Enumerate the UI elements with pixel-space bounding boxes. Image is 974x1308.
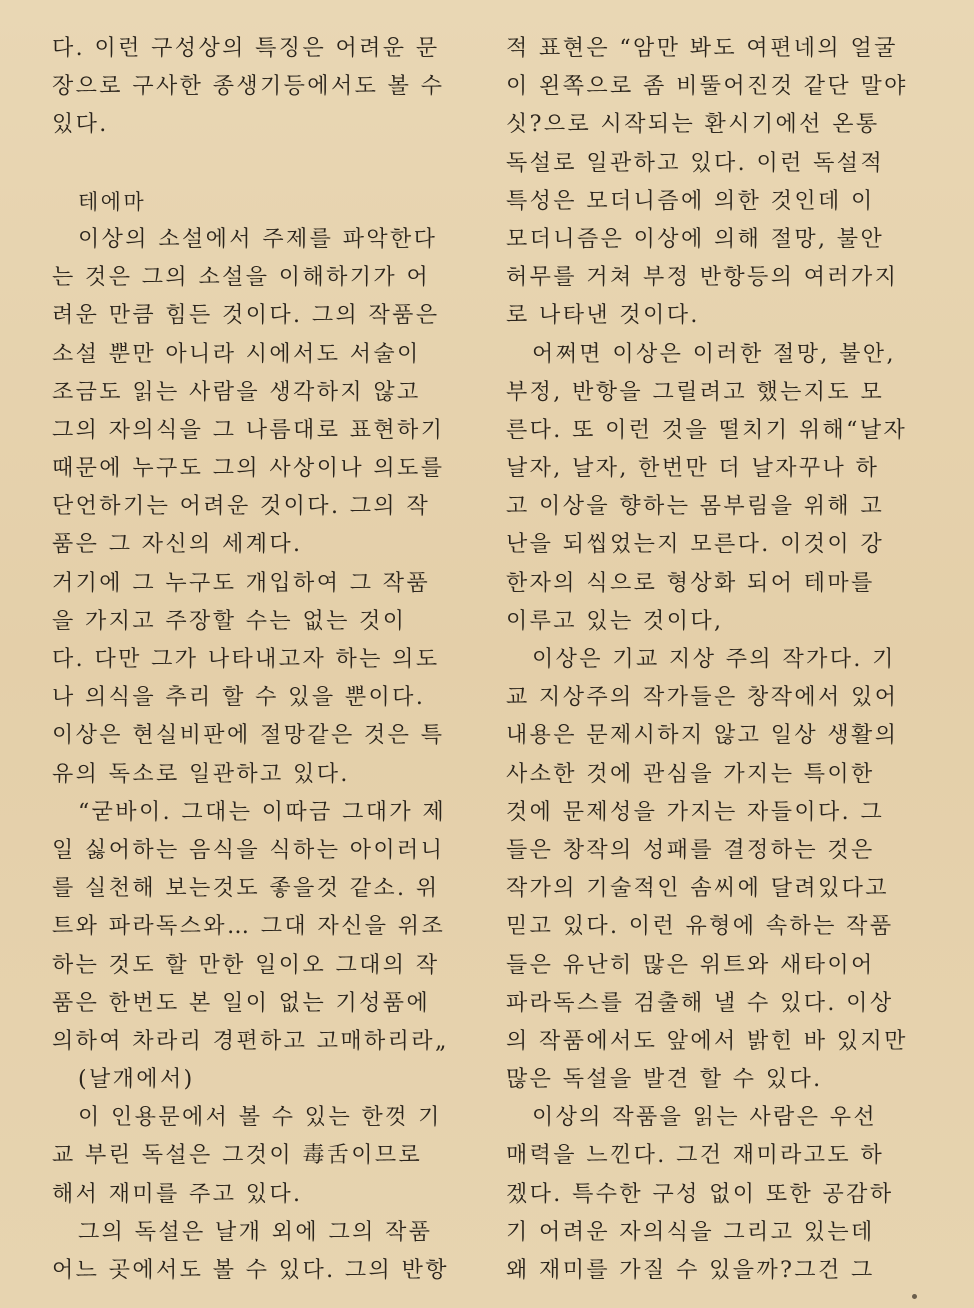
text-line: 난을 되씹었는지 모른다. 이것이 강 — [506, 532, 885, 558]
text-line: 유의 독소로 일관하고 있다. — [52, 761, 350, 787]
text-line: 싯?으로 시작되는 환시기에선 온통 — [506, 112, 880, 138]
text-line: 이 인용문에서 볼 수 있는 한껏 기 — [78, 1105, 442, 1131]
text-line: 거기에 그 누구도 개입하여 그 작품 — [52, 570, 431, 596]
text-line: 들은 유난히 많은 위트와 새타이어 — [506, 952, 875, 978]
quote-line: 트와 파라독스와… 그대 자신을 위조 — [52, 914, 446, 940]
quote-line: 의하여 차라리 경편하고 고매하리라„ — [52, 1028, 449, 1054]
text-line: 있다. — [52, 112, 109, 138]
quote-line: 하는 것도 할 만한 일이오 그대의 작 — [52, 952, 440, 978]
text-line: 이상의 작품을 읽는 사람은 우선 — [532, 1105, 878, 1131]
text-line: 른다. 또 이런 것을 떨치기 위해“날자 — [506, 417, 908, 443]
text-line: 고 이상을 향하는 몸부림을 위해 고 — [506, 494, 885, 520]
quote-line: 품은 한번도 본 일이 없는 기성품에 — [52, 990, 431, 1016]
text-line: 그의 독설은 날개 외에 그의 작품 — [78, 1219, 433, 1245]
text-line: 특성은 모더니즘에 의한 것인데 이 — [506, 188, 875, 214]
quote-line: 일 싫어하는 음식을 식하는 아이러니 — [52, 837, 445, 863]
text-line: 적 표현은 “암만 봐도 여편네의 얼굴 — [506, 36, 898, 61]
text-line: 교 지상주의 작가들은 창작에서 있어 — [506, 685, 899, 711]
text-line: 는 것은 그의 소설을 이해하기가 어 — [52, 265, 431, 291]
quote-line: “굳바이. 그대는 이따금 그대가 제 — [78, 799, 447, 825]
text-line: 소설 뿐만 아니라 시에서도 서술이 — [52, 341, 421, 367]
text-line: 이상의 소설에서 주제를 파악한다 — [78, 226, 438, 252]
text-line: 때문에 누구도 그의 사상이나 의도를 — [52, 456, 445, 482]
text-line: 그의 자의식을 그 나름대로 표현하기 — [52, 417, 445, 443]
text-line: 독설로 일관하고 있다. 이런 독설적 — [506, 150, 885, 176]
text-line: 겠다. 특수한 구성 없이 또한 공감하 — [506, 1181, 894, 1207]
text-line: 이 왼쪽으로 좀 비뚤어진것 같단 말야 — [506, 74, 908, 100]
text-line: 다. 다만 그가 나타내고자 하는 의도 — [52, 647, 440, 672]
text-line: 해서 재미를 주고 있다. — [52, 1181, 303, 1207]
left-column — [52, 30, 464, 1290]
text-line: 어쩌면 이상은 이러한 절망, 불안, — [532, 341, 896, 367]
text-line: 기 어려운 자의식을 그리고 있는데 — [506, 1219, 875, 1245]
text-line: 것에 문제성을 가지는 자들이다. 그 — [506, 799, 885, 825]
text-line: 왜 재미를 가질 수 있을까?그건 그 — [506, 1258, 875, 1283]
section-heading: 테에마 — [78, 189, 147, 214]
text-line: 모더니즘은 이상에 의해 절망, 불안 — [506, 226, 885, 252]
text-line: 믿고 있다. 이런 유형에 속하는 작품 — [506, 914, 894, 940]
text-line: 품은 그 자신의 세계다. — [52, 532, 303, 558]
text-line: 조금도 읽는 사람을 생각하지 않고 — [52, 379, 421, 405]
text-line: 작가의 기술적인 솜씨에 달려있다고 — [506, 876, 889, 902]
text-line: 날자, 날자, 한번만 더 날자꾸나 하 — [506, 456, 880, 482]
text-line: 단언하기는 어려운 것이다. 그의 작 — [52, 494, 431, 520]
text-line: 나 의식을 추리 할 수 있을 뿐이다. — [52, 685, 426, 711]
text-line: 사소한 것에 관심을 가지는 특이한 — [506, 761, 875, 787]
text-line: 들은 창작의 성패를 결정하는 것은 — [506, 837, 875, 863]
text-line: 많은 독설을 발견 할 수 있다. — [506, 1067, 823, 1093]
paragraph-gap — [52, 145, 464, 183]
text-line: 허무를 거쳐 부정 반항등의 여러가지 — [506, 265, 899, 291]
text-line: 교 부린 독설은 그것이 毒舌이므로 — [52, 1143, 423, 1169]
text-line: 의 작품에서도 앞에서 밝힌 바 있지만 — [506, 1028, 908, 1054]
text-line: 어느 곳에서도 볼 수 있다. 그의 반항 — [52, 1258, 449, 1283]
text-line: 을 가지고 주장할 수는 없는 것이 — [52, 608, 407, 634]
quote-line: 를 실천해 보는것도 좋을것 같소. 위 — [52, 876, 440, 902]
ink-dot — [912, 1294, 917, 1299]
quote-source: (날개에서) — [78, 1067, 195, 1093]
text-line: 려운 만큼 힘든 것이다. 그의 작품은 — [52, 303, 440, 329]
right-column — [506, 30, 918, 1290]
text-line: 내용은 문제시하지 않고 일상 생활의 — [506, 723, 899, 749]
text-line: 한자의 식으로 형상화 되어 테마를 — [506, 570, 875, 596]
text-line: 장으로 구사한 종생기등에서도 볼 수 — [52, 74, 445, 100]
text-line: 이상은 기교 지상 주의 작가다. 기 — [532, 647, 896, 672]
text-line: 파라독스를 검출해 낼 수 있다. 이상 — [506, 990, 894, 1016]
text-line: 매력을 느낀다. 그건 재미라고도 하 — [506, 1143, 885, 1169]
text-line: 부정, 반항을 그릴려고 했는지도 모 — [506, 379, 885, 405]
text-line: 로 나타낸 것이다. — [506, 303, 700, 329]
text-line: 이상은 현실비판에 절망같은 것은 특 — [52, 723, 445, 749]
text-line: 이루고 있는 것이다, — [506, 608, 724, 634]
text-line: 다. 이런 구성상의 특징은 어려운 문 — [52, 36, 440, 61]
